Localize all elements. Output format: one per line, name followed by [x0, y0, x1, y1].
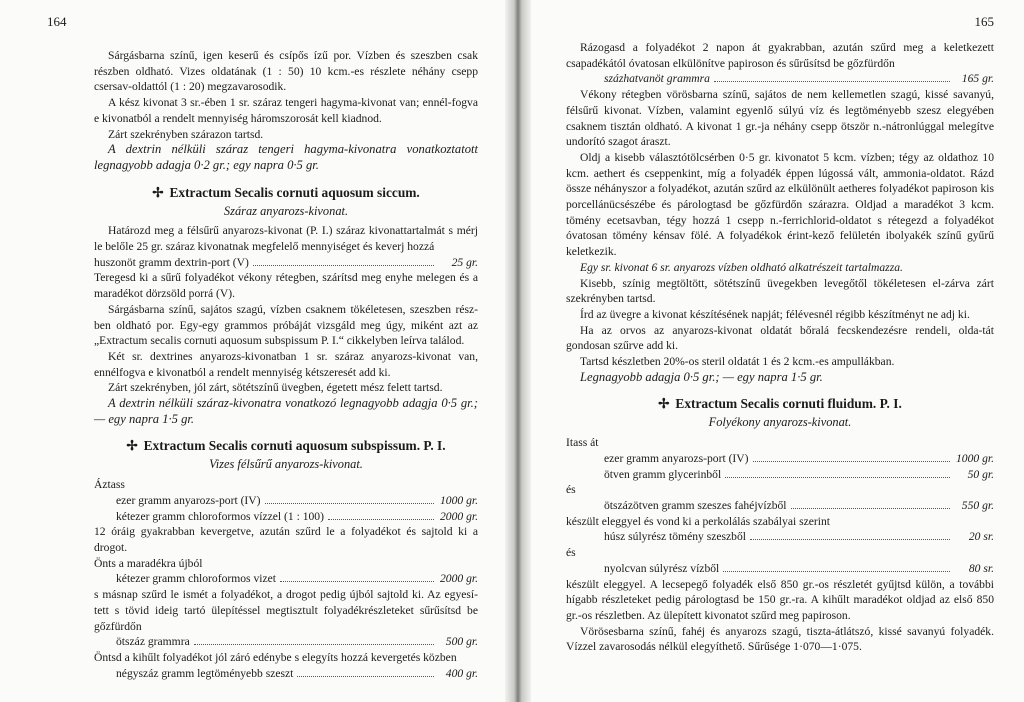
recipe-text: százhatvanöt grammra: [604, 72, 710, 86]
recipe-line: [566, 529, 994, 545]
paragraph: Áztass: [94, 478, 125, 492]
recipe-line: [94, 493, 478, 509]
recipe-text: ötszáz grammra: [116, 635, 190, 649]
paragraph: 12 óráig gyakrabban kevergetve, azután szűrd le a folyadékot és sajtold ki a drogot.: [94, 525, 478, 554]
paragraph: Vörösesbarna színű, fahéj és anyarozs szagú, tiszta-átlátszó, kissé savanyú folyadék. Vízzel zavarosodás nélkül elegyíthető. Sűrűsége 1·070—1·075.: [566, 624, 994, 654]
section-title: Extractum Secalis cornuti aquosum subspissum. P. I.: [143, 438, 446, 454]
paragraph: Ha az orvos az anyarozs-kivonat oldatát bőralá fecskendezésre rendeli, olda-tát gondosan szűrve add ki.: [566, 323, 994, 353]
recipe-text: ötven gramm glycerinből: [604, 467, 722, 481]
recipe-text: négyszáz gramm legtöményebb szeszt: [116, 666, 294, 680]
section-title: Extractum Secalis cornuti aquosum siccum.: [169, 184, 420, 200]
paragraph: Rázogasd a folyadékot 2 napon át gyakrabban, azután szűrd meg a keletkezett csapadékától óvatosan elkülönítve papiroson és sűrűsítsd be gőzfürdőn: [566, 41, 994, 70]
paragraph: és: [566, 546, 576, 560]
section-subtitle: Folyékony anyarozs-kivonat.: [708, 415, 852, 430]
recipe-qty: 165 gr.: [961, 72, 994, 86]
paragraph: készült eleggyel és vond ki a perkolálás szabályai szerint: [566, 514, 830, 528]
paragraph: készült eleggyel. A lecsepegő folyadék első 850 gr.-os részletét gyűjtsd külön, a további hígabb részleteket pedig párologtasd be 150 gr.-ra. A kihűlt maradékot oldjad az első 850 gr.-os részletben. Az ülepített kivonatot szűrd meg papiroson.: [566, 577, 994, 622]
cross-icon: ✢: [126, 438, 138, 454]
paragraph: Kisebb, színig megtöltött, sötétszínű üvegekben levegőtől tökéletesen el-zárva zárt szekrényben tartsd.: [566, 276, 994, 306]
paragraph: és: [566, 483, 576, 497]
cross-icon: ✢: [152, 184, 164, 200]
page-number-left: 164: [47, 14, 67, 29]
recipe-qty: 50 gr.: [967, 467, 994, 481]
left-text-column: [94, 48, 478, 681]
section-heading: [94, 184, 478, 202]
recipe-text: ezer gramm anyarozs-port (IV): [116, 493, 261, 507]
recipe-qty: 2000 gr.: [439, 572, 478, 586]
recipe-qty: 20 sr.: [968, 530, 994, 544]
recipe-qty: 400 gr.: [445, 666, 478, 680]
paragraph: Egy sr. kivonat 6 sr. anyarozs vízben oldható alkatrészeit tartalmazza.: [580, 260, 903, 274]
recipe-line: [566, 498, 994, 514]
paragraph: Öntsd a kihűlt folyadékot jól záró edénybe s elegyíts hozzá kevergetés közben: [94, 650, 457, 664]
recipe-line: [566, 467, 994, 483]
recipe-qty: 500 gr.: [445, 635, 478, 649]
recipe-text: ötszázötven gramm szeszes fahéjvízből: [604, 498, 787, 512]
recipe-line: [566, 561, 994, 577]
paragraph: A kész kivonat 3 sr.-ében 1 sr. száraz tengeri hagyma-kivonat van; ennél-fogva e kivonatból a rendelt mennyiség háromszorosát kell kiadnod.: [94, 96, 478, 125]
page-number-right: 165: [974, 14, 994, 29]
paragraph: Tartsd készletben 20%-os steril oldatát 1 és 2 kcm.-es ampullákban.: [580, 355, 895, 369]
cross-icon: ✢: [658, 396, 670, 412]
recipe-text: huszonöt gramm dextrin-port (V): [94, 255, 249, 269]
paragraph: Sárgásbarna színű, igen keserű és csípős ízű por. Vízben és szeszben csak részben oldható. Vizes oldatának (1 : 50) 10 kcm.-es részlete néhány csepp csersav-oldattól (1 : 20) megzavarosodik.: [94, 49, 478, 94]
recipe-qty: 2000 gr.: [439, 509, 478, 523]
paragraph: Oldj a kisebb választótölcsérben 0·5 gr. kivonatot 5 kcm. vízben; tégy az oldathoz 10 kcm. aethert és cseppenkint, míg a folyadék éppen lúgossá vált, ammonia-oldatot. Rázd össze néhányszor a folyadékot, azután szűrd az elkülönült aetheres folyadékot papiroson kis porcellánücsészébe és párologtasd be gőzfürdőn szárazra. Oldjad a maradékot 3 kcm. tömény ecetsavban, tégy hozzá 1 csepp n.-ferrichlorid-oldatot s rétegezd a folyadékot óvatosan tömény kénsav fölé. A folyadékok érint-kező felületén ibolyakék színű gyűrű keletkezik.: [566, 150, 994, 259]
paragraph: Írd az üvegre a kivonat készítésének napját; félévesnél régibb készítményt ne adj ki.: [580, 307, 970, 321]
recipe-line: [94, 634, 478, 650]
paragraph: Sárgásbarna színű, sajátos szagú, vízben csaknem tökéletesen, szeszben rész-ben oldható por. Egy-egy grammos próbáját vizsgáld meg úgy, miként azt az „Extractum secalis cornuti aquosum subspissum P. I.“ cikkelyben leírva találod.: [94, 302, 478, 348]
paragraph: Két sr. dextrines anyarozs-kivonatban 1 sr. száraz anyarozs-kivonat van, ennélfogva e kivonatból a rendelt mennyiség kétszeresét add ki.: [94, 349, 478, 379]
paragraph: Teregesd ki a sűrű folyadékot vékony rétegben, szárítsd meg enyhe melegen és a maradékot dörzsöld porrá (V).: [94, 271, 478, 301]
section-title: Extractum Secalis cornuti fluidum. P. I.: [675, 396, 902, 412]
recipe-line: [94, 571, 478, 587]
section-heading: [94, 437, 478, 455]
recipe-qty: 550 gr.: [961, 498, 994, 512]
recipe-qty: 1000 gr.: [955, 451, 994, 465]
section-subtitle: Vizes félsűrű anyarozs-kivonat.: [209, 457, 363, 472]
recipe-line: [94, 255, 478, 271]
section-heading: [566, 395, 994, 413]
right-page: [512, 0, 1024, 702]
dose-note: Legnagyobb adagja 0·5 gr.; — egy napra 1·5 gr.: [580, 369, 823, 384]
paragraph: s másnap szűrd le ismét a folyadékot, a drogot pedig újból sajtold ki. Az egyesí-tett s tövid ideig tartó ülepítéssel megtisztult folyadékrészleteket sűrűsítsd be gőzfürdőn: [94, 588, 478, 633]
recipe-line: [94, 666, 478, 682]
paragraph: Zárt szekrényben szárazon tartsd.: [108, 127, 264, 141]
recipe-line: [566, 451, 994, 467]
recipe-qty: 25 gr.: [451, 255, 478, 269]
right-text-column: [566, 40, 994, 655]
paragraph: Vékony rétegben vörösbarna színű, sajátos de nem kellemetlen szagú, kissé savanyú, félsűrű kivonat. Vízben, valamint egyenlő súlyú víz és legtöményebb szesz elegyében csaknem tisztán oldható. A kivonat 1 gr.-ja néhány csepp ötször n.-nátronlúggal melegítve undorító szagot áraszt.: [566, 88, 994, 149]
paragraph: Határozd meg a félsűrű anyarozs-kivonat (P. I.) száraz kivonattartalmát s mérj le belőle 25 gr. száraz kivonatnak megfelelő mennyiséget és keverj hozzá: [94, 224, 478, 254]
section-subtitle: Száraz anyarozs-kivonat.: [223, 203, 349, 218]
recipe-text: húsz súlyrész tömény szeszből: [604, 530, 746, 544]
recipe-qty: 1000 gr.: [439, 493, 478, 507]
recipe-line: [566, 71, 994, 87]
recipe-line: [94, 509, 478, 525]
recipe-text: ezer gramm anyarozs-port (IV): [604, 451, 749, 465]
paragraph: Önts a maradékra újból: [94, 556, 203, 570]
dose-note: A dextrin nélküli száraz-kivonatra vonatkozó legnagyobb adagja 0·5 gr.; — egy napra 1·5 gr.: [94, 396, 478, 426]
paragraph: Itass át: [566, 436, 599, 450]
recipe-text: kétezer gramm chloroformos vízzel (1 : 100): [116, 509, 324, 523]
recipe-text: kétezer gramm chloroformos vizet: [116, 572, 276, 586]
recipe-qty: 80 sr.: [968, 561, 994, 575]
paragraph: Zárt szekrényben, jól zárt, sötétszínű üvegben, égetett mész felett tartsd.: [108, 381, 443, 395]
dose-note: A dextrin nélküli száraz tengeri hagyma-kivonatra vonatkoztatott legnagyobb adagja 0·2 gr.; egy napra 0·5 gr.: [94, 142, 478, 172]
recipe-text: nyolcvan súlyrész vízből: [604, 561, 720, 575]
